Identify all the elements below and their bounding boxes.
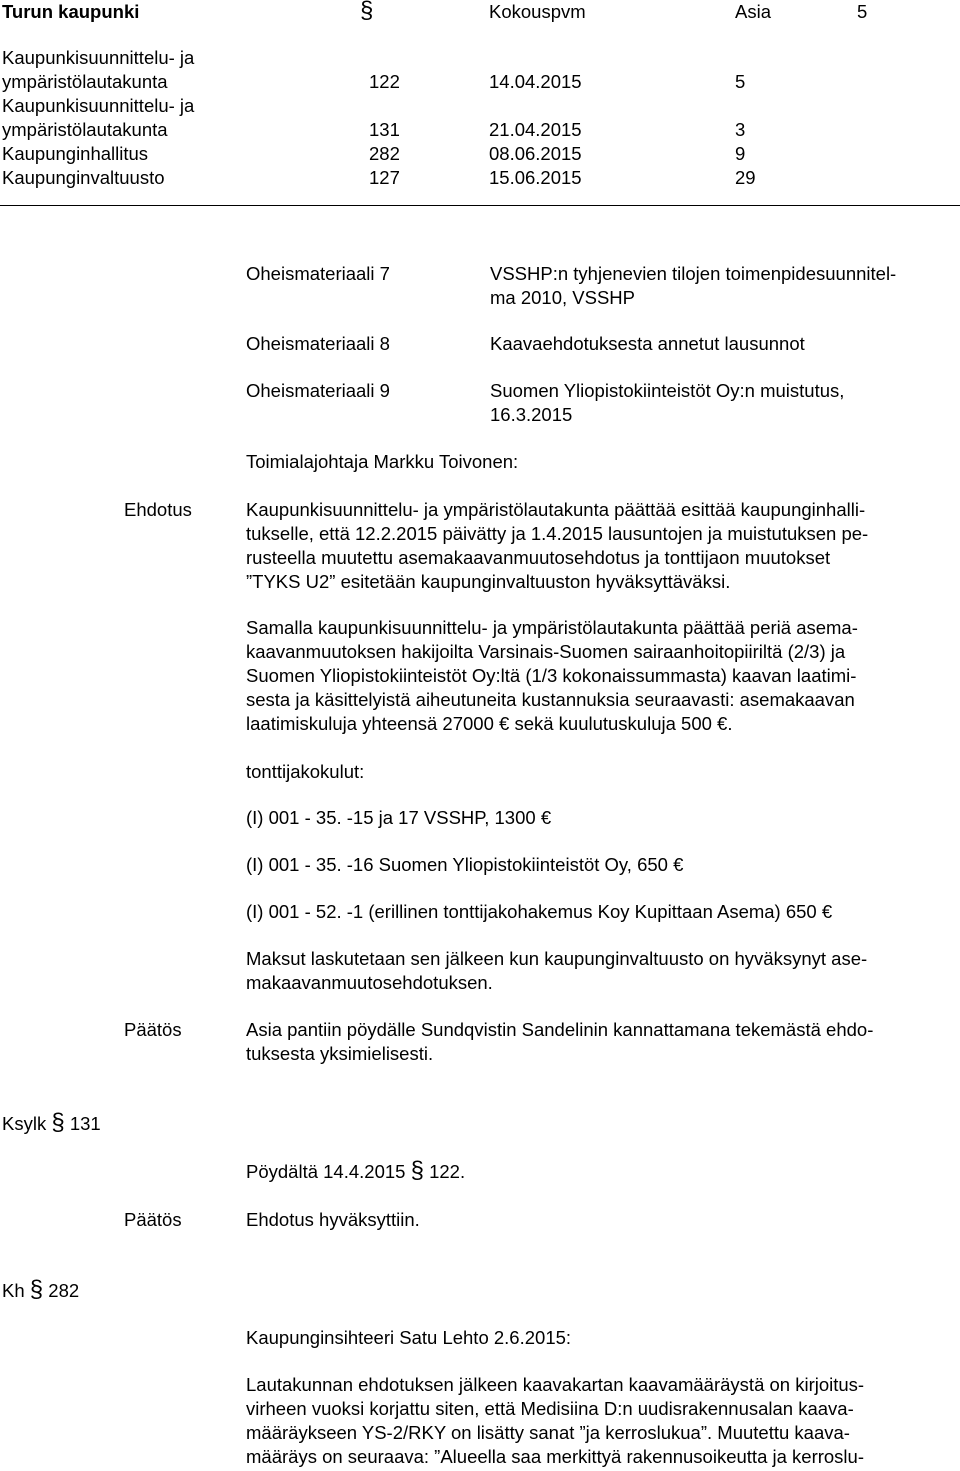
history-item: 5	[735, 71, 746, 92]
attachment-label: Oheismateriaali 9	[246, 380, 390, 401]
attachment-desc: Suomen Yliopistokiinteistöt Oy:n muistutus,	[490, 380, 845, 401]
section-icon: §	[410, 1157, 424, 1184]
history-item: 29	[735, 167, 756, 188]
history-section: 127	[369, 167, 400, 188]
proposal-line: Kaupunkisuunnittelu- ja ympäristölautakunta päättää esittää kaupunginhalli-	[246, 499, 866, 520]
fee-text: (I) 001 - 35. -16 Suomen Yliopistokiinteistöt Oy, 650	[246, 854, 668, 875]
item-column: Asia	[735, 1, 771, 22]
proposal-line: Suomen Yliopistokiinteistöt Oy:ltä (1/3 kokonaissummasta) kaavan laatimi-	[246, 665, 857, 686]
ksylk-heading	[2, 1109, 101, 1136]
proposal-label: Ehdotus	[124, 499, 192, 520]
billing-line: Maksut laskutetaan sen jälkeen kun kaupunginvaltuusto on hyväksynyt ase-	[246, 948, 868, 969]
proposal-line: Samalla kaupunkisuunnittelu- ja ympäristölautakunta päättää periä asema-	[246, 617, 858, 638]
org-name: Turun kaupunki	[2, 1, 140, 22]
attachment-desc: VSSHP:n tyhjenevien tilojen toimenpidesuunnitel-	[490, 263, 897, 284]
attachment-desc: ma 2010, VSSHP	[490, 287, 635, 308]
fee-line	[246, 806, 551, 830]
history-body: Kaupunkisuunnittelu- ja	[2, 47, 195, 68]
decision-line: tuksesta yksimielisesti.	[246, 1043, 434, 1064]
billing-line: makaavanmuutosehdotuksen.	[246, 972, 493, 993]
kh-line: määräys on seuraava: ”Alueella saa merkittyä rakennusoikeutta ja kerroslu-	[246, 1446, 864, 1467]
fee-line	[246, 900, 832, 924]
kh-body: Kh	[2, 1280, 25, 1301]
kh-presenter: Kaupunginsihteeri Satu Lehto 2.6.2015:	[246, 1327, 572, 1348]
proposal-line: ”TYKS U2” esitetään kaupunginvaltuuston hyväksyttäväksi.	[246, 571, 731, 592]
history-date: 08.06.2015	[489, 143, 582, 164]
history-date: 15.06.2015	[489, 167, 582, 188]
attachment-label: Oheismateriaali 7	[246, 263, 390, 284]
history-section: 122	[369, 71, 400, 92]
fee-text: (I) 001 - 52. -1 (erillinen tonttijakohakemus Koy Kupittaan Asema) 650	[246, 901, 817, 922]
history-body: Kaupunkisuunnittelu- ja	[2, 95, 195, 116]
euro-icon: €	[717, 713, 728, 734]
history-body: Kaupunginvaltuusto	[2, 167, 165, 188]
history-date: 14.04.2015	[489, 71, 582, 92]
history-body: ympäristölautakunta	[2, 71, 168, 92]
presenter: Toimialajohtaja Markku Toivonen:	[246, 451, 519, 472]
cost-text: sekä kuulutuskuluja 500	[514, 713, 712, 734]
history-item: 9	[735, 143, 746, 164]
tabled-section: 122.	[429, 1161, 466, 1182]
fee-line	[246, 853, 683, 877]
kh-section: 282	[48, 1280, 80, 1301]
history-item: 3	[735, 119, 746, 140]
decision-label: Päätös	[124, 1019, 182, 1040]
attachment-desc: Kaavaehdotuksesta annetut lausunnot	[490, 333, 805, 354]
kh-line: määräykseen YS-2/RKY on lisätty sanat ”ja kerroslukua”. Muutettu kaava-	[246, 1422, 850, 1443]
proposal-line: tukselle, että 12.2.2015 päivätty ja 1.4.2015 lausuntojen ja muistutuksen pe-	[246, 523, 869, 544]
history-body: Kaupunginhallitus	[2, 143, 149, 164]
kh-line: Lautakunnan ehdotuksen jälkeen kaavakartan kaavamääräystä on kirjoitus-	[246, 1374, 865, 1395]
kh-heading	[2, 1276, 80, 1303]
euro-icon: €	[499, 713, 510, 734]
proposal-cost-line	[246, 712, 732, 736]
decision-line: Ehdotus hyväksyttiin.	[246, 1209, 420, 1230]
euro-icon: €	[673, 854, 684, 875]
tonttijako-label: tonttijakokulut:	[246, 761, 365, 782]
cost-text: laatimiskuluja yhteensä 27000	[246, 713, 494, 734]
cost-text: .	[727, 713, 733, 734]
section-icon: §	[51, 1109, 65, 1136]
attachment-desc: 16.3.2015	[490, 404, 573, 425]
decision-line: Asia pantiin pöydälle Sundqvistin Sandelinin kannattamana tekemästä ehdo-	[246, 1019, 874, 1040]
proposal-line: rusteella muutettu asemakaavanmuutosehdotus ja tonttijaon muutokset	[246, 547, 831, 568]
ksylk-section: 131	[69, 1113, 101, 1134]
euro-icon: €	[821, 901, 833, 922]
tabled-text: Pöydältä 14.4.2015	[246, 1161, 406, 1182]
history-date: 21.04.2015	[489, 119, 582, 140]
proposal-line: sesta ja käsittelyistä aiheutuneita kustannuksia seuraavasti: asemakaavan	[246, 689, 855, 710]
section-icon: §	[360, 0, 374, 24]
meeting-date-column: Kokouspvm	[489, 1, 586, 22]
kh-line: virheen vuoksi korjattu siten, että Medisiina D:n uudisrakennusalan kaava-	[246, 1398, 854, 1419]
proposal-line: kaavanmuutoksen hakijoilta Varsinais-Suomen sairaanhoitopiiriltä (2/3) ja	[246, 641, 846, 662]
euro-icon: €	[540, 807, 552, 828]
history-body: ympäristölautakunta	[2, 119, 168, 140]
ksylk-body: Ksylk	[2, 1113, 47, 1134]
item-number: 5	[857, 1, 868, 22]
tabled-line	[246, 1157, 466, 1184]
fee-text: (I) 001 - 35. -15 ja 17 VSSHP, 1300	[246, 807, 536, 828]
history-section: 131	[369, 119, 400, 140]
header-divider	[0, 205, 960, 206]
history-section: 282	[369, 143, 400, 164]
decision-label: Päätös	[124, 1209, 182, 1230]
section-icon: §	[29, 1276, 44, 1303]
attachment-label: Oheismateriaali 8	[246, 333, 390, 354]
